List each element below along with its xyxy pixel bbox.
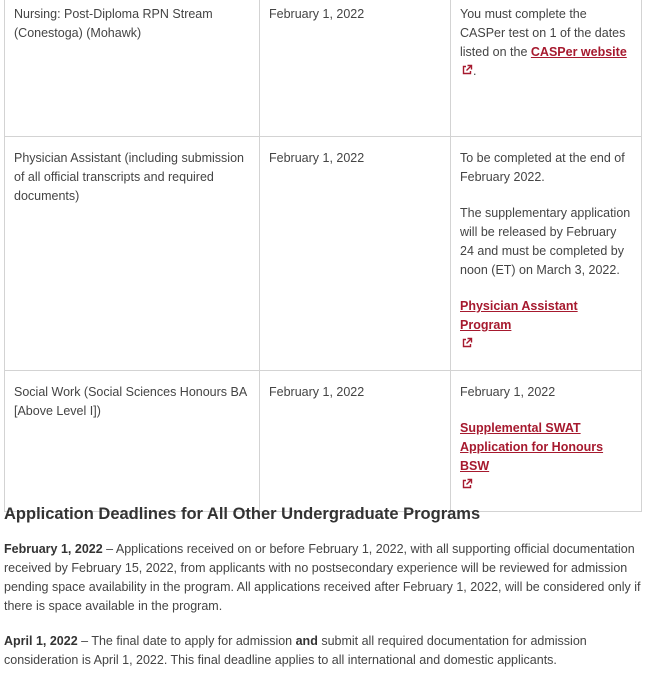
- note-text: To be completed at the end of February 2022.: [460, 151, 625, 184]
- date-label: February 1, 2022: [4, 542, 103, 556]
- table-row: [5, 0, 642, 137]
- table-row: [5, 371, 642, 512]
- casper-website-link[interactable]: CASPer website: [530, 45, 627, 59]
- date-label: April 1, 2022: [4, 634, 78, 648]
- note-cell: [451, 137, 642, 371]
- note-text: The supplementary application will be released by February 24 and must be completed by noon (ET) on March 3, 2022.: [460, 206, 631, 277]
- program-cell: Physician Assistant (including submission of all official transcripts and required documents): [5, 137, 260, 371]
- note-text: You must complete the CASPer test on 1 of the dates listed on the: [460, 7, 626, 59]
- physician-assistant-program-link[interactable]: Physician Assistant Program: [460, 299, 578, 332]
- deadlines-table: [4, 0, 642, 512]
- deadline-cell: February 1, 2022: [260, 0, 451, 137]
- note-text: February 1, 2022: [460, 385, 556, 399]
- section-heading: Application Deadlines for All Other Undergraduate Programs: [4, 505, 481, 523]
- table-row: [5, 137, 642, 371]
- supplemental-swat-link[interactable]: Supplemental SWAT Application for Honours BSW: [460, 421, 604, 473]
- program-cell: Nursing: Post-Diploma RPN Stream (Conestoga) (Mohawk): [5, 0, 260, 137]
- paragraph-feb-deadline: February 1, 2022 – Applications received on or before February 1, 2022, with all supporting official documentation received by February 15, 2022, from applicants with no postsecondary experience will be reviewed for admission pending space availability in the program. All applications received after February 1, 2022, will be considered only if there is space available in the program.: [4, 542, 641, 613]
- external-link-icon[interactable]: [461, 64, 473, 76]
- note-cell: [451, 371, 642, 512]
- note-cell: [451, 0, 642, 137]
- deadline-cell: February 1, 2022: [260, 371, 451, 512]
- external-link-icon[interactable]: [461, 337, 473, 349]
- other-programs-section: [4, 503, 644, 686]
- program-cell: Social Work (Social Sciences Honours BA [Above Level I]): [5, 371, 260, 512]
- link-suffix: .: [473, 64, 477, 78]
- paragraph-apr-deadline: April 1, 2022 – The final date to apply for admission and submit all required documentation for admission consideration is April 1, 2022. This final deadline applies to all international and domestic applicants.: [4, 634, 587, 667]
- deadline-cell: February 1, 2022: [260, 137, 451, 371]
- external-link-icon[interactable]: [461, 478, 473, 490]
